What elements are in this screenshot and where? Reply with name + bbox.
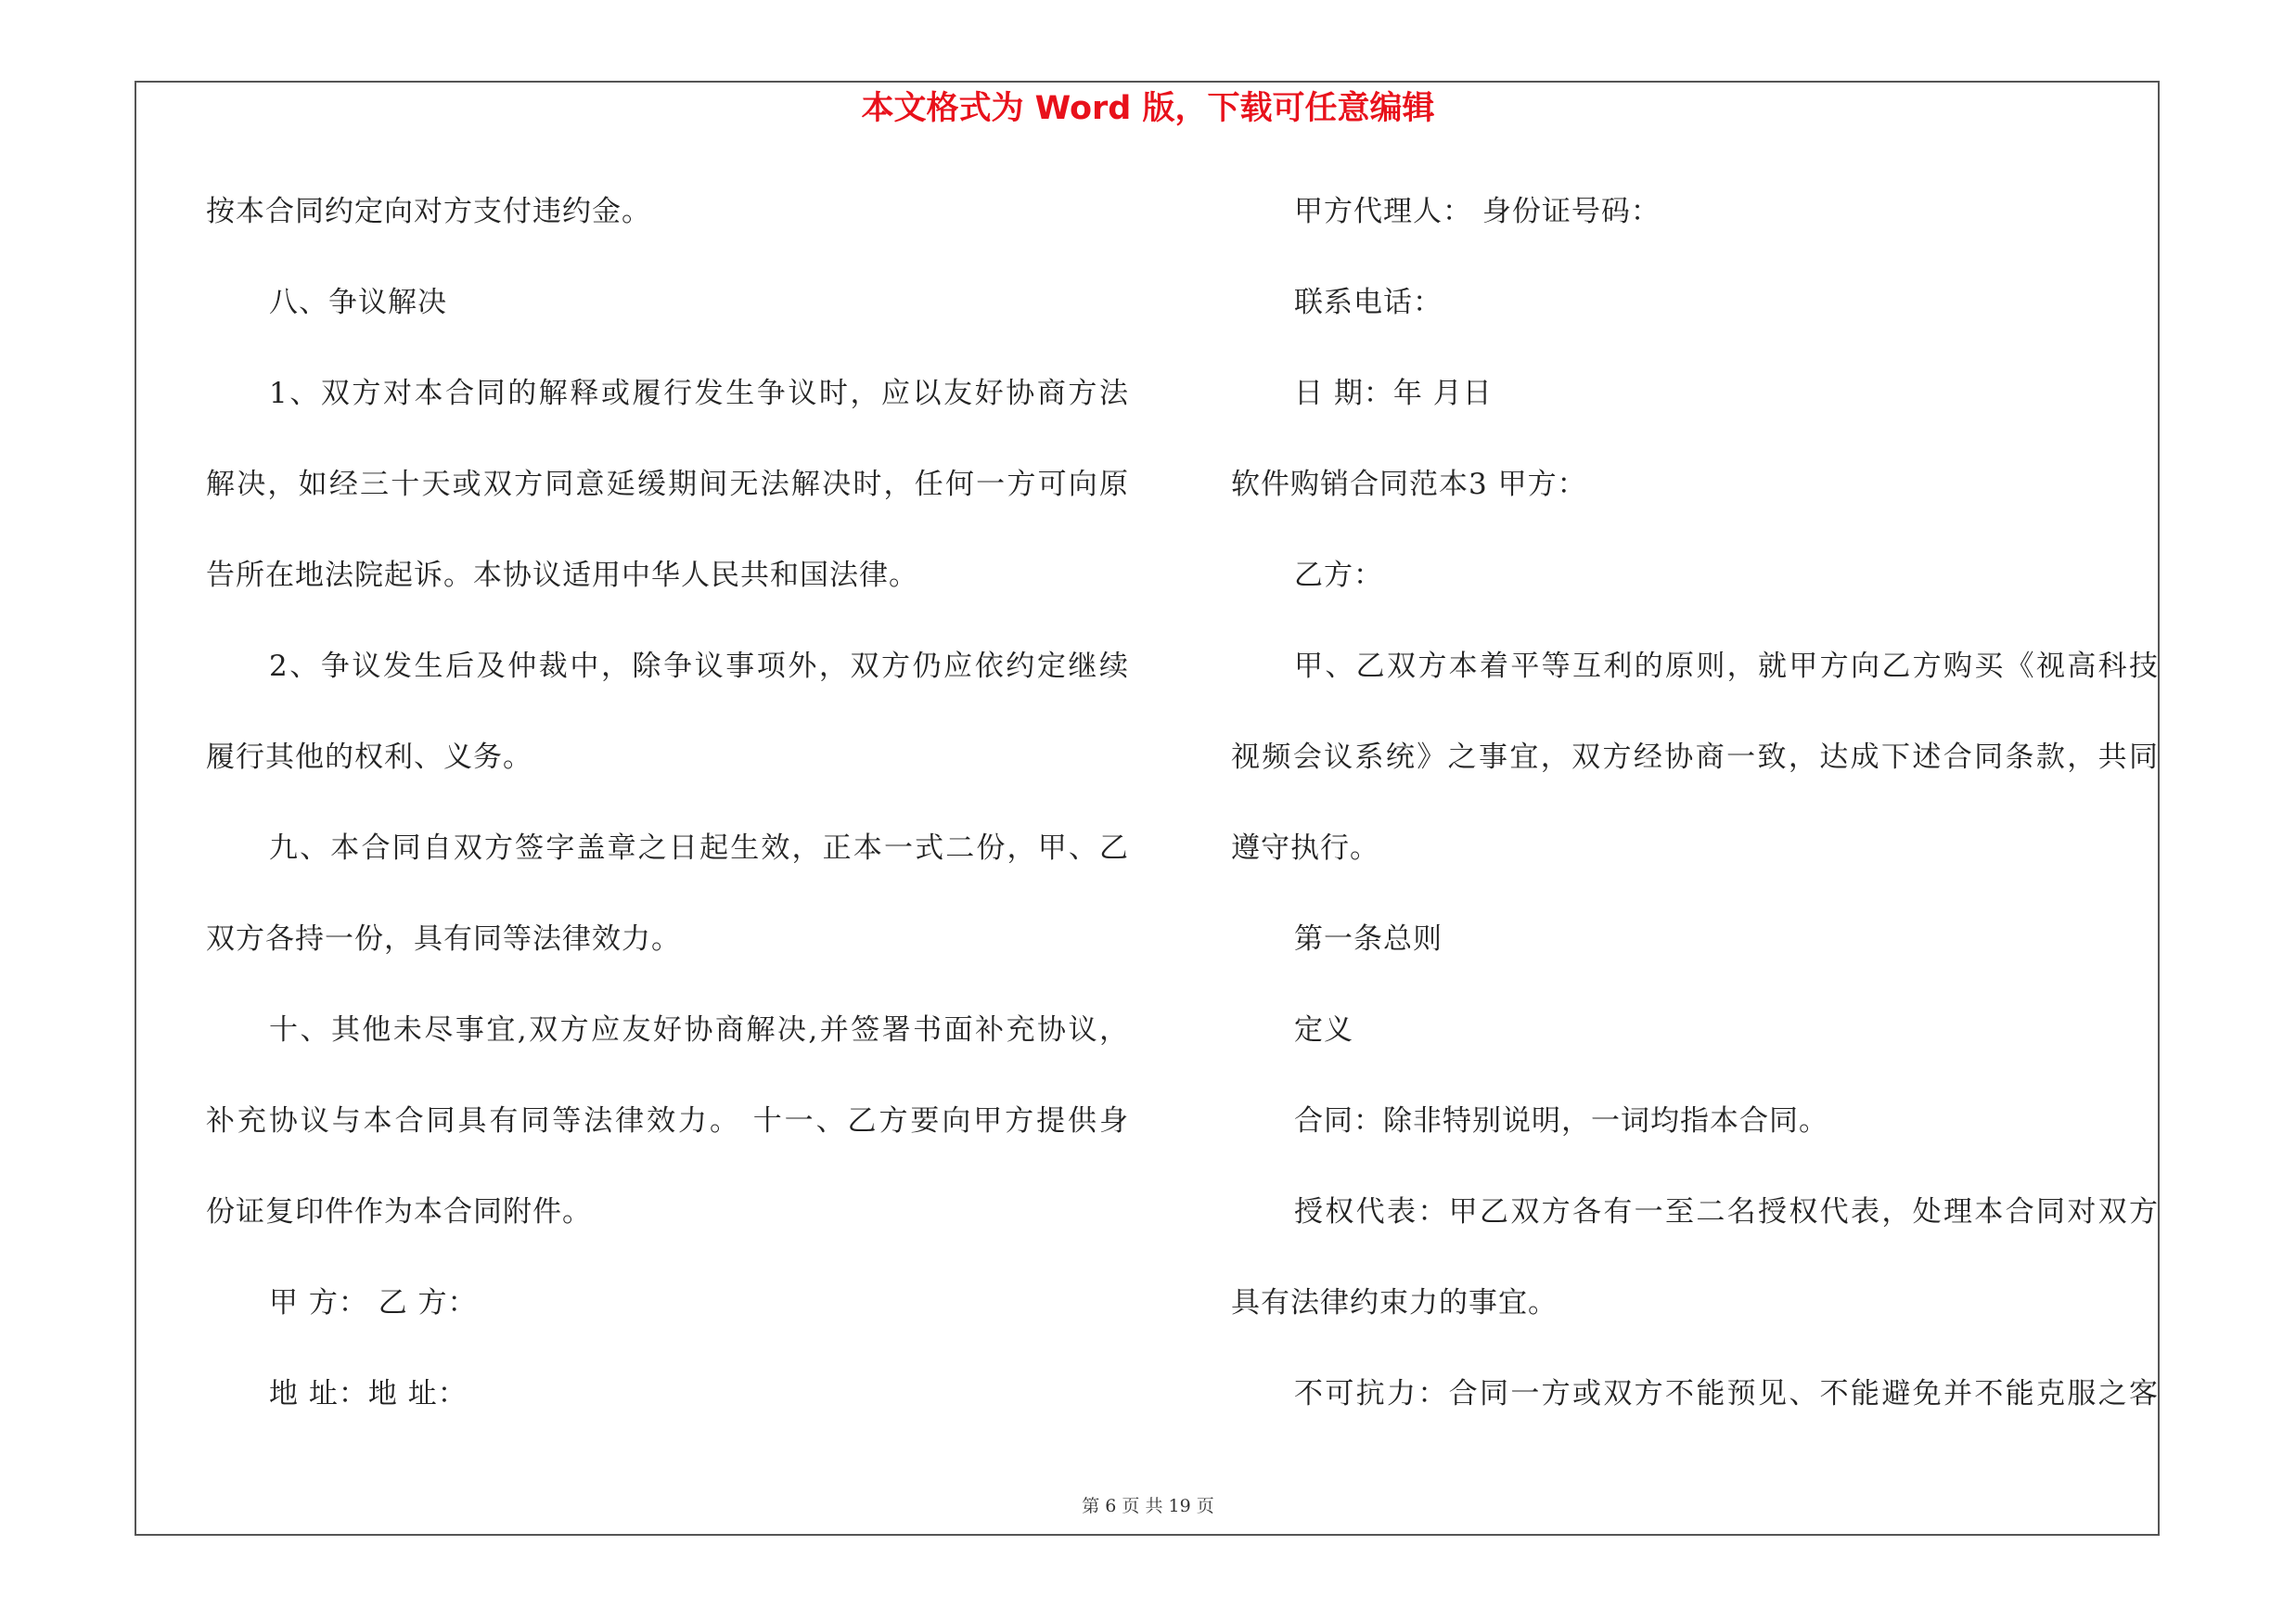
text-line: 按本合同约定向对方支付违约金。 <box>206 195 651 228</box>
text-line: 十、其他未尽事宜,双方应友好协商解决,并签署书面补充协议， <box>269 1013 1129 1047</box>
text-line: 份证复印件作为本合同附件。 <box>206 1195 592 1229</box>
text-line: 2、争议发生后及仲裁中，除争议事项外，双方仍应依约定继续 <box>269 650 1129 683</box>
text-line: 解决，如经三十天或双方同意延缓期间无法解决时，任何一方可向原 <box>206 468 1129 501</box>
page-number: 第 6 页 共 19 页 <box>1082 1496 1214 1516</box>
signature-party-line: 甲 方： 乙 方： <box>269 1286 478 1320</box>
party-b-line: 乙方： <box>1294 559 1383 592</box>
text-line: 授权代表：甲乙双方各有一至二名授权代表，处理本合同对双方 <box>1294 1195 2159 1229</box>
date-line: 日 期：年 月日 <box>1294 377 1493 410</box>
contract-title-line: 软件购销合同范本3 甲方： <box>1231 468 1587 501</box>
text-line: 履行其他的权利、义务。 <box>206 741 532 774</box>
text-line: 双方各持一份，具有同等法律效力。 <box>206 922 681 956</box>
word-format-banner: 本文格式为 Word 版，下载可任意编辑 <box>861 90 1435 127</box>
text-line: 合同：除非特别说明，一词均指本合同。 <box>1294 1104 1828 1138</box>
signature-address-line: 地 址：地 址： <box>269 1377 468 1410</box>
text-line: 遵守执行。 <box>1231 831 1379 865</box>
section-heading: 八、争议解决 <box>269 286 447 319</box>
agent-id-line: 甲方代理人： 身份证号码： <box>1294 195 1661 228</box>
text-line: 甲、乙双方本着平等互利的原则，就甲方向乙方购买《视高科技 <box>1294 650 2159 683</box>
text-line: 视频会议系统》之事宜，双方经协商一致，达成下述合同条款，共同 <box>1231 741 2159 774</box>
left-column <box>206 184 1129 1457</box>
text-line: 具有法律约束力的事宜。 <box>1231 1286 1558 1320</box>
text-line: 1、双方对本合同的解释或履行发生争议时，应以友好协商方法 <box>269 377 1129 410</box>
phone-line: 联系电话： <box>1294 286 1443 319</box>
text-line: 补充协议与本合同具有同等法律效力。 十一、乙方要向甲方提供身 <box>206 1104 1129 1138</box>
text-line: 九、本合同自双方签字盖章之日起生效，正本一式二份，甲、乙 <box>269 831 1129 865</box>
text-line: 不可抗力：合同一方或双方不能预见、不能避免并不能克服之客 <box>1294 1377 2159 1410</box>
text-line: 告所在地法院起诉。本协议适用中华人民共和国法律。 <box>206 559 918 592</box>
subsection-heading: 定义 <box>1294 1013 1353 1047</box>
section-heading: 第一条总则 <box>1294 922 1443 956</box>
right-column <box>1231 184 2159 1457</box>
